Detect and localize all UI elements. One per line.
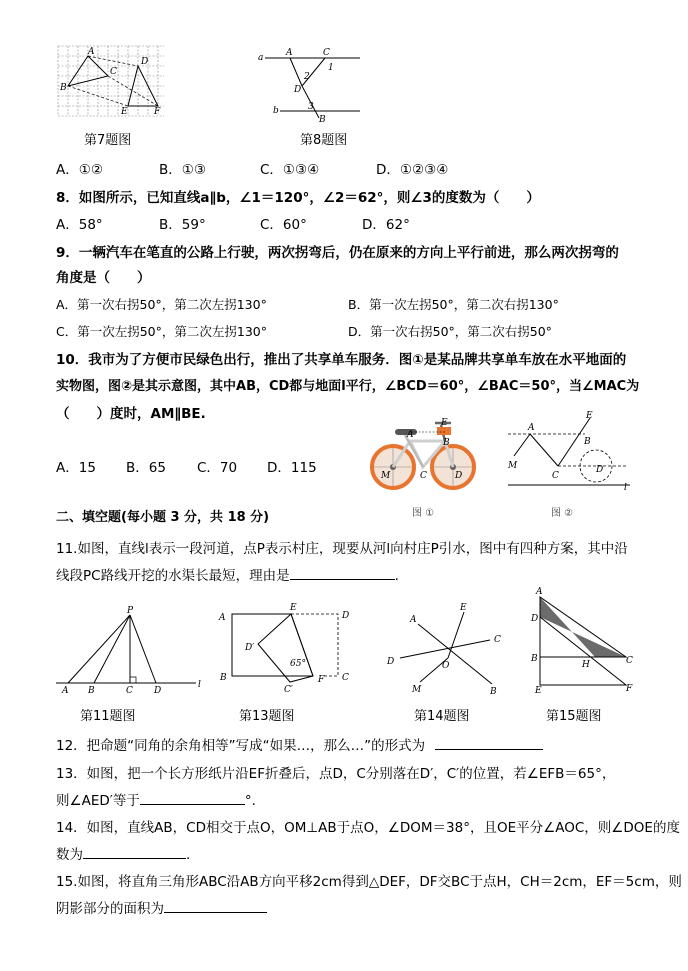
f15-label: A xyxy=(536,587,543,597)
f7-label: E xyxy=(121,107,128,117)
q15-answer-blank[interactable] xyxy=(164,900,267,913)
q9-option-a: A．第一次右拐50°，第二次左拐130° xyxy=(56,297,267,312)
f8-label: C xyxy=(323,48,330,58)
f13-label: D′ xyxy=(245,643,255,653)
f13-label: 65° xyxy=(290,659,306,669)
q11-stem-line1: 11.如图，直线l表示一段河道，点P表示村庄，现要从河l向村庄P引水，图中有四种方案，其中沿 xyxy=(56,541,628,557)
q9-option-c: C．第一次左拐50°，第二次左拐130° xyxy=(56,324,267,339)
q8-stem: 8．如图所示，已知直线a∥b，∠1＝120°，∠2＝62°，则∠3的度数为（ ） xyxy=(56,190,540,206)
section-2-heading: 二、填空题(每小题 3 分，共 18 分) xyxy=(56,510,270,525)
f10-label: M xyxy=(508,461,518,471)
f10-label: A xyxy=(528,423,535,433)
f10-label: D xyxy=(596,465,604,475)
f14-label: D xyxy=(387,657,395,667)
q11-stem-line2 xyxy=(56,564,399,584)
q7-option-c: C．①③④ xyxy=(260,162,320,178)
figure-14 xyxy=(380,600,510,698)
q8-option-d: D．62° xyxy=(362,217,410,233)
f10-label: E xyxy=(586,411,593,421)
f8-label: 3 xyxy=(308,102,314,112)
bike-label: C xyxy=(420,471,427,481)
figure-13-caption: 第13题图 xyxy=(239,709,295,724)
f11-label: A xyxy=(62,686,69,695)
q12-stem xyxy=(56,734,543,754)
figure-10b-caption: 图 ② xyxy=(551,508,574,519)
f14-label: E xyxy=(460,603,467,613)
q10-option-a: A．15 xyxy=(56,460,96,476)
q10-stem-line1: 10．我市为了方便市民绿色出行，推出了共享单车服务．图①是某品牌共享单车放在水平地面的 xyxy=(56,352,627,368)
q8-option-b: B．59° xyxy=(159,217,206,233)
q7-option-d: D．①②③④ xyxy=(376,162,449,178)
q14-end: . xyxy=(186,847,191,863)
f14-label: O xyxy=(442,661,450,671)
bike-label: B xyxy=(443,438,450,448)
figure-10a-caption: 图 ① xyxy=(412,508,435,519)
figure-8-caption: 第8题图 xyxy=(300,133,348,148)
f7-label: B xyxy=(60,83,67,93)
f14-label: M xyxy=(412,685,422,695)
q7-option-b: B．①③ xyxy=(159,162,206,178)
q11-end: . xyxy=(394,568,399,584)
q15-text: 阴影部分的面积为 xyxy=(56,901,164,917)
q14-stem-line1: 14．如图，直线AB，CD相交于点O，OM⊥AB于点O，∠DOM＝38°，且OE平分∠AOC，则∠DOE的度 xyxy=(56,820,680,836)
f13-label: A xyxy=(219,613,226,623)
figure-10-bike xyxy=(365,415,480,497)
f13-label: B xyxy=(220,673,227,683)
f8-label: B xyxy=(319,115,326,122)
q14-answer-blank[interactable] xyxy=(83,846,186,859)
f11-label: P xyxy=(127,606,134,616)
q13-stem-line1: 13．如图，把一个长方形纸片沿EF折叠后，点D，C分别落在D′，C′的位置，若∠EFB＝65°， xyxy=(56,766,616,782)
figure-7-grid xyxy=(56,44,166,119)
figure-11-caption: 第11题图 xyxy=(80,709,136,724)
f10-label: l xyxy=(624,483,627,493)
figure-10-diagram xyxy=(500,410,635,495)
f15-label: B xyxy=(531,654,538,664)
q13-stem-line2 xyxy=(56,789,256,809)
f11-label: D xyxy=(154,686,162,695)
q15-stem-line2 xyxy=(56,897,267,917)
q10-stem-line2: 实物图，图②是其示意图，其中AB，CD都与地面l平行，∠BCD＝60°，∠BAC＝50°，当∠MAC为 xyxy=(56,379,640,394)
f7-label: F xyxy=(154,107,161,117)
q9-option-b: B．第一次左拐50°，第二次右拐130° xyxy=(348,297,559,312)
q10-stem-line3: （ ）度时，AM∥BE. xyxy=(56,406,206,422)
q14-text: 数为 xyxy=(56,847,83,863)
f8-label: D xyxy=(294,85,302,95)
figure-11 xyxy=(56,605,206,695)
q9-stem-line1: 9．一辆汽车在笔直的公路上行驶，两次拐弯后，仍在原来的方向上平行前进，那么两次拐弯的 xyxy=(56,245,619,261)
q9-stem-line2: 角度是（ ） xyxy=(56,270,151,286)
figure-15 xyxy=(530,585,640,698)
q12-answer-blank[interactable] xyxy=(435,737,543,750)
q11-answer-blank[interactable] xyxy=(290,567,395,580)
q13-text: 则∠AED′等于 xyxy=(56,793,140,809)
f15-label: C xyxy=(626,656,633,666)
q13-end: °. xyxy=(244,793,256,809)
f15-label: D xyxy=(531,614,539,624)
f10-label: C xyxy=(552,471,559,481)
f11-label: C xyxy=(126,686,133,695)
f8-label: 1 xyxy=(328,63,334,73)
f13-label: D xyxy=(342,611,350,621)
f7-label: C xyxy=(110,67,117,77)
f13-label: E xyxy=(290,603,297,613)
q8-option-a: A．58° xyxy=(56,217,103,233)
bike-label: A xyxy=(407,430,414,440)
figure-8 xyxy=(255,46,365,122)
f8-label: b xyxy=(273,106,279,116)
f13-label: C xyxy=(342,673,349,683)
q10-option-d: D．115 xyxy=(267,460,317,476)
figure-14-caption: 第14题图 xyxy=(414,709,470,724)
bike-label: M xyxy=(381,471,391,481)
f8-label: a xyxy=(258,53,264,63)
q13-answer-blank[interactable] xyxy=(140,792,245,805)
figure-15-caption: 第15题图 xyxy=(546,709,602,724)
f14-label: A xyxy=(410,615,417,625)
f8-label: 2 xyxy=(304,72,310,82)
f15-label: H xyxy=(582,660,590,670)
f14-label: B xyxy=(490,687,497,697)
q10-option-c: C．70 xyxy=(197,460,238,476)
f7-label: A xyxy=(88,47,95,57)
f11-label: B xyxy=(88,686,95,695)
q10-option-b: B．65 xyxy=(126,460,166,476)
q8-option-c: C．60° xyxy=(260,217,307,233)
q7-option-a: A．①② xyxy=(56,162,103,178)
bike-label: D xyxy=(455,471,463,481)
f14-label: C xyxy=(494,635,501,645)
q14-stem-line2 xyxy=(56,843,190,863)
f7-label: D xyxy=(141,57,149,67)
q9-option-d: D．第一次右拐50°，第二次右拐50° xyxy=(348,324,552,339)
q11-text: 线段PC路线开挖的水渠长最短，理由是 xyxy=(56,568,290,584)
f13-label: F xyxy=(318,675,325,685)
figure-13 xyxy=(216,598,356,698)
f13-label: C′ xyxy=(284,685,293,695)
bike-label: E xyxy=(441,418,448,428)
f15-label: F xyxy=(626,684,633,694)
f15-label: E xyxy=(535,686,542,696)
q15-stem-line1: 15.如图，将直角三角形ABC沿AB方向平移2cm得到△DEF，DF交BC于点H，CH＝2cm，EF＝5cm，则 xyxy=(56,874,682,890)
q12-text: 12．把命题“同角的余角相等”写成“如果…，那么…”的形式为 xyxy=(56,738,426,754)
f10-label: B xyxy=(584,437,591,447)
figure-7-caption: 第7题图 xyxy=(84,133,132,148)
f11-label: l xyxy=(198,680,201,690)
f8-label: A xyxy=(286,48,293,58)
